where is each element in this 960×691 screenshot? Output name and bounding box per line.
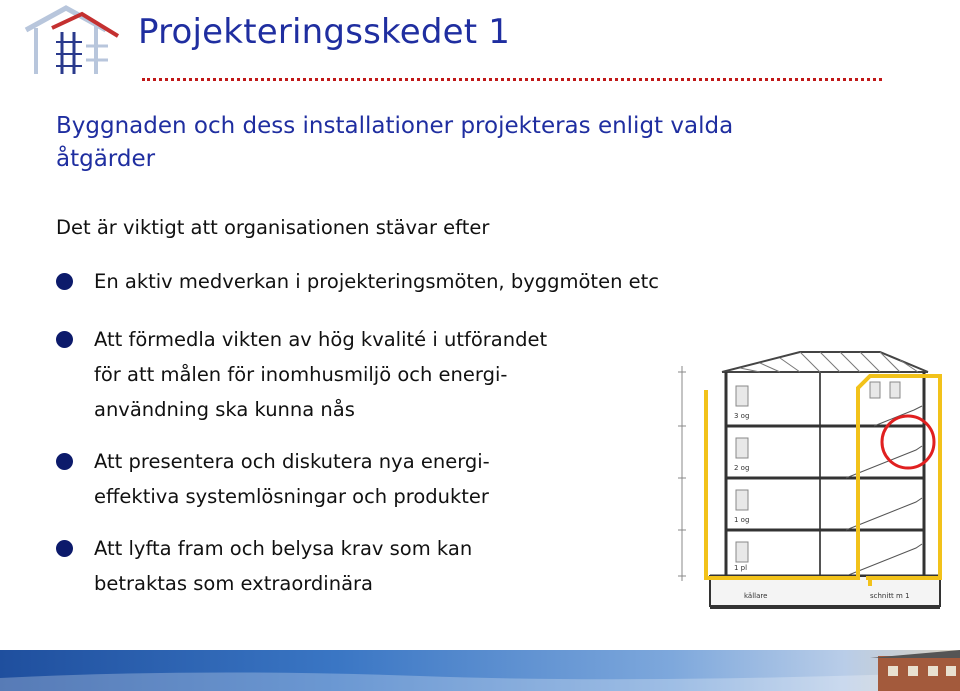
floor-label: 2 og — [734, 464, 750, 472]
bullet-text-line: Att presentera och diskutera nya energi- — [94, 450, 490, 473]
title-divider — [142, 74, 882, 81]
house-logo-icon — [22, 2, 130, 78]
scale-label: schnitt m 1 — [870, 592, 910, 600]
subtitle-line-2: åtgärder — [56, 146, 156, 172]
bullet-item — [56, 531, 696, 601]
slide-title: Projekteringsskedet 1 — [138, 12, 511, 52]
intro-text: Det är viktigt att organisationen stävar efter — [56, 216, 490, 239]
bullet-icon — [56, 273, 73, 290]
subtitle-line-1: Byggnaden och dess installationer projekteras enligt valda — [56, 113, 734, 139]
bullet-text-line: effektiva systemlösningar och produkter — [94, 485, 489, 508]
bullet-text-line: Att förmedla vikten av hög kvalité i utförandet — [94, 328, 548, 351]
floor-label: 3 og — [734, 412, 750, 420]
bullet-icon — [56, 453, 73, 470]
floor-label: 1 og — [734, 516, 750, 524]
bullet-item — [56, 322, 696, 427]
bullet-text-line: En aktiv medverkan i projekteringsmöten, byggmöten etc — [94, 270, 659, 293]
floor-label: källare — [744, 592, 768, 600]
bullet-list — [56, 264, 696, 618]
bullet-item — [56, 444, 696, 514]
bullet-icon — [56, 540, 73, 557]
bullet-text-line: betraktas som extraordinära — [94, 572, 373, 595]
slide-subtitle — [56, 110, 856, 176]
floor-label: 1 pl — [734, 564, 748, 572]
footer-banner-image — [0, 650, 960, 691]
bullet-item — [56, 264, 696, 299]
bullet-icon — [56, 331, 73, 348]
building-section-drawing — [670, 346, 956, 616]
bullet-text-line: användning ska kunna nås — [94, 398, 355, 421]
bullet-text-line: Att lyfta fram och belysa krav som kan — [94, 537, 473, 560]
bullet-text-line: för att målen för inomhusmiljö och energi- — [94, 363, 508, 386]
